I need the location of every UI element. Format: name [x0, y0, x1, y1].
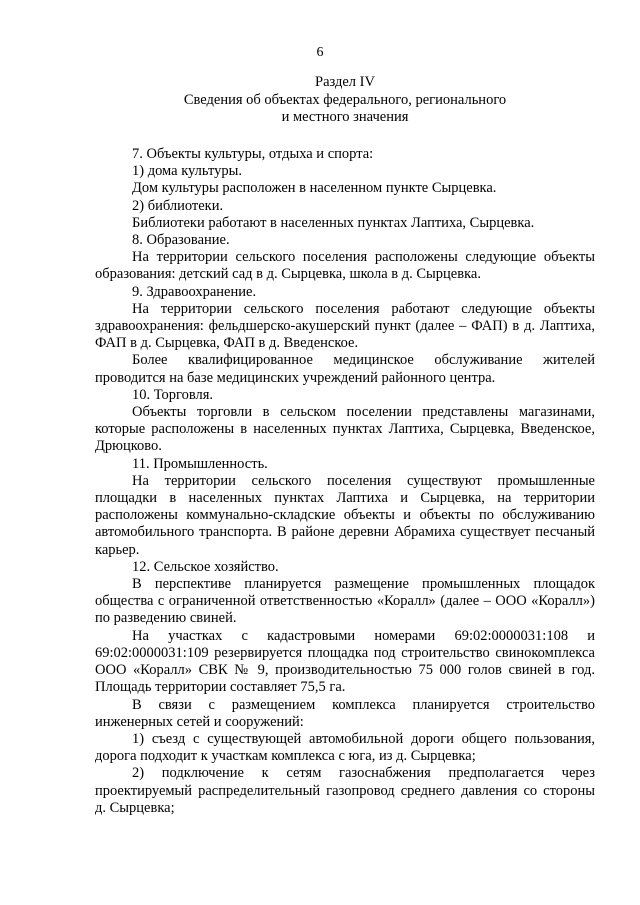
paragraph: 12. Сельское хозяйство.: [132, 558, 279, 575]
paragraph: 8. Образование.: [132, 232, 230, 249]
document-body: [95, 146, 595, 817]
section-title: Раздел IV: [315, 74, 375, 90]
section-subtitle-line-1: Сведения об объектах федерального, регионального: [183, 91, 507, 108]
paragraph: 11. Промышленность.: [132, 455, 268, 472]
page-number: 6: [316, 45, 324, 60]
paragraph: На территории сельского поселения работают следующие объекты здравоохранения: фельдшерско-акушерский пункт (далее – ФАП) в д. Лаптиха, ФАП в д. Сырцевка, ФАП в д. Введенское.: [95, 300, 595, 352]
paragraph: Объекты торговли в сельском поселении представлены магазинами, которые расположены в населенных пунктах Лаптиха, Сырцевка, Введенское, Дрюцково.: [95, 404, 595, 455]
paragraph: 1) съезд с существующей автомобильной дороги общего пользования, дорога подходит к участкам комплекса с юга, из д. Сырцевка;: [95, 730, 595, 765]
paragraph: В связи с размещением комплекса планируется строительство инженерных сетей и сооружений:: [95, 696, 595, 730]
paragraph: 2) подключение к сетям газоснабжения предполагается через проектируемый распределительный газопровод среднего давления со стороны д. Сырцевка;: [95, 765, 595, 816]
paragraph: Библиотеки работают в населенных пунктах Лаптиха, Сырцевка.: [132, 214, 535, 231]
paragraph: 9. Здравоохранение.: [132, 283, 257, 300]
paragraph: На территории сельского поселения расположены следующие объекты образования: детский сад в д. Сырцевка, школа в д. Сырцевка.: [95, 249, 595, 283]
section-header: [120, 74, 570, 127]
paragraph: Дом культуры расположен в населенном пункте Сырцевка.: [132, 180, 497, 197]
paragraph: Более квалифицированное медицинское обслуживание жителей проводится на базе медицинских учреждений районного центра.: [95, 352, 595, 386]
paragraph: В перспективе планируется размещение промышленных площадок общества с ограниченной ответственностью «Коралл» (далее – ООО «Коралл») по разведению свиней.: [95, 576, 595, 627]
paragraph: 10. Торговля.: [132, 386, 214, 403]
paragraph: 7. Объекты культуры, отдыха и спорта:: [132, 146, 374, 162]
paragraph: На участках с кадастровыми номерами 69:02:0000031:108 и 69:02:0000031:109 резервируется площадка под строительство свинокомплекса ООО «Коралл» СВК № 9, производительностью 75 000 голов свиней в год. Площадь территории составляет 75,5 га.: [95, 627, 595, 696]
paragraph: 1) дома культуры.: [132, 163, 242, 180]
paragraph: 2) библиотеки.: [132, 197, 224, 214]
section-subtitle-line-2: и местного значения: [281, 109, 409, 125]
paragraph: На территории сельского поселения существуют промышленные площадки в населенных пунктах Лаптиха и Сырцевка, на территории расположены коммунально-складские объекты и объекты по обслуживанию автомобильного транспорта. В районе деревни Абрамиха существует песчаный карьер.: [95, 472, 595, 558]
